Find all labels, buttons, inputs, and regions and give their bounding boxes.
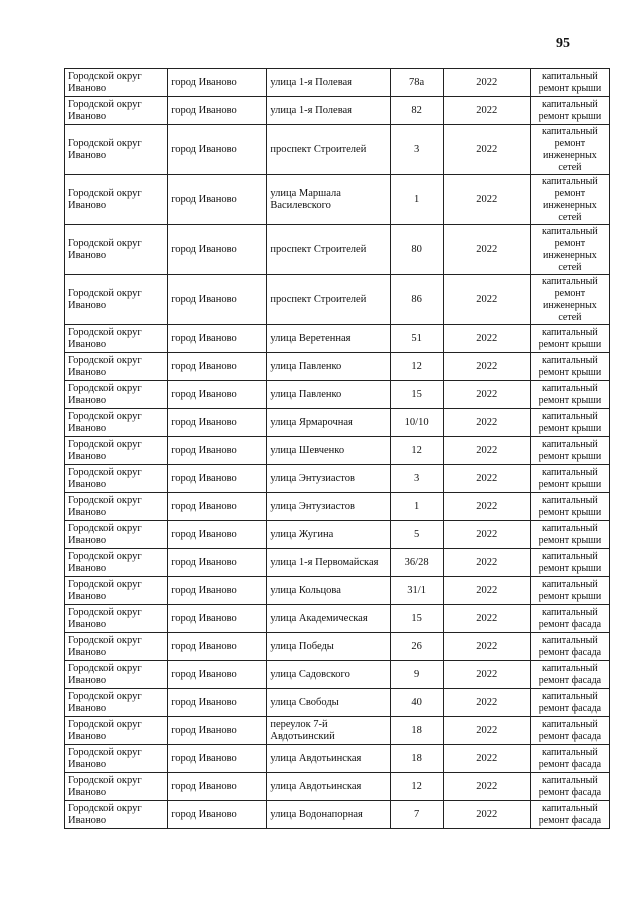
repair-schedule-table: [64, 68, 610, 829]
cell-street: улица Кольцова: [267, 577, 390, 605]
cell-city: город Иваново: [168, 745, 267, 773]
cell-okrug: Городской округ Иваново: [65, 175, 168, 225]
cell-year: 2022: [443, 493, 530, 521]
cell-street: проспект Строителей: [267, 275, 390, 325]
cell-street: улица Павленко: [267, 381, 390, 409]
cell-house-number: 15: [390, 381, 443, 409]
cell-street: проспект Строителей: [267, 225, 390, 275]
cell-street: улица Свободы: [267, 689, 390, 717]
cell-house-number: 82: [390, 97, 443, 125]
cell-street: улица Маршала Василевского: [267, 175, 390, 225]
cell-city: город Иваново: [168, 409, 267, 437]
cell-work-type: капитальный ремонт крыши: [530, 437, 609, 465]
cell-okrug: Городской округ Иваново: [65, 381, 168, 409]
cell-house-number: 1: [390, 493, 443, 521]
table-row: [65, 175, 610, 225]
cell-okrug: Городской округ Иваново: [65, 125, 168, 175]
cell-street: улица Шевченко: [267, 437, 390, 465]
cell-city: город Иваново: [168, 801, 267, 829]
cell-city: город Иваново: [168, 325, 267, 353]
cell-okrug: Городской округ Иваново: [65, 437, 168, 465]
cell-street: улица Садовского: [267, 661, 390, 689]
cell-year: 2022: [443, 521, 530, 549]
cell-street: улица Ярмарочная: [267, 409, 390, 437]
table-row: [65, 381, 610, 409]
cell-street: улица Энтузиастов: [267, 493, 390, 521]
table-row: [65, 325, 610, 353]
cell-city: город Иваново: [168, 465, 267, 493]
cell-city: город Иваново: [168, 605, 267, 633]
cell-year: 2022: [443, 773, 530, 801]
cell-city: город Иваново: [168, 577, 267, 605]
cell-city: город Иваново: [168, 97, 267, 125]
cell-year: 2022: [443, 633, 530, 661]
table-row: [65, 577, 610, 605]
table-body: [65, 69, 610, 829]
cell-year: 2022: [443, 577, 530, 605]
table-row: [65, 521, 610, 549]
table-row: [65, 275, 610, 325]
cell-street: улица 1-я Полевая: [267, 69, 390, 97]
cell-work-type: капитальный ремонт инженерных сетей: [530, 225, 609, 275]
cell-year: 2022: [443, 689, 530, 717]
table-row: [65, 745, 610, 773]
cell-work-type: капитальный ремонт крыши: [530, 549, 609, 577]
cell-city: город Иваново: [168, 275, 267, 325]
table-row: [65, 69, 610, 97]
cell-house-number: 18: [390, 745, 443, 773]
cell-okrug: Городской округ Иваново: [65, 69, 168, 97]
cell-work-type: капитальный ремонт фасада: [530, 689, 609, 717]
table-row: [65, 717, 610, 745]
cell-street: улица Авдотьинская: [267, 745, 390, 773]
cell-city: город Иваново: [168, 689, 267, 717]
cell-okrug: Городской округ Иваново: [65, 325, 168, 353]
table-row: [65, 633, 610, 661]
cell-okrug: Городской округ Иваново: [65, 717, 168, 745]
cell-house-number: 51: [390, 325, 443, 353]
table-row: [65, 801, 610, 829]
cell-house-number: 12: [390, 353, 443, 381]
cell-year: 2022: [443, 745, 530, 773]
cell-street: улица Победы: [267, 633, 390, 661]
cell-year: 2022: [443, 225, 530, 275]
table-row: [65, 465, 610, 493]
table-row: [65, 605, 610, 633]
cell-okrug: Городской округ Иваново: [65, 745, 168, 773]
cell-house-number: 78а: [390, 69, 443, 97]
cell-year: 2022: [443, 605, 530, 633]
cell-street: улица Авдотьинская: [267, 773, 390, 801]
cell-okrug: Городской округ Иваново: [65, 97, 168, 125]
cell-city: город Иваново: [168, 717, 267, 745]
table-row: [65, 549, 610, 577]
table-row: [65, 493, 610, 521]
cell-work-type: капитальный ремонт крыши: [530, 69, 609, 97]
cell-house-number: 1: [390, 175, 443, 225]
table-row: [65, 353, 610, 381]
cell-house-number: 36/28: [390, 549, 443, 577]
page-number: 95: [556, 36, 570, 51]
cell-street: проспект Строителей: [267, 125, 390, 175]
cell-work-type: капитальный ремонт фасада: [530, 661, 609, 689]
cell-okrug: Городской округ Иваново: [65, 225, 168, 275]
cell-work-type: капитальный ремонт крыши: [530, 325, 609, 353]
cell-house-number: 3: [390, 125, 443, 175]
table-row: [65, 97, 610, 125]
cell-year: 2022: [443, 465, 530, 493]
cell-work-type: капитальный ремонт крыши: [530, 521, 609, 549]
cell-year: 2022: [443, 353, 530, 381]
cell-year: 2022: [443, 801, 530, 829]
cell-city: город Иваново: [168, 69, 267, 97]
cell-work-type: капитальный ремонт фасада: [530, 773, 609, 801]
cell-house-number: 12: [390, 437, 443, 465]
cell-okrug: Городской округ Иваново: [65, 577, 168, 605]
cell-house-number: 26: [390, 633, 443, 661]
cell-okrug: Городской округ Иваново: [65, 633, 168, 661]
cell-year: 2022: [443, 69, 530, 97]
cell-okrug: Городской округ Иваново: [65, 605, 168, 633]
table-row: [65, 409, 610, 437]
cell-work-type: капитальный ремонт фасада: [530, 801, 609, 829]
cell-street: улица Водонапорная: [267, 801, 390, 829]
cell-work-type: капитальный ремонт крыши: [530, 97, 609, 125]
cell-house-number: 86: [390, 275, 443, 325]
cell-work-type: капитальный ремонт крыши: [530, 409, 609, 437]
cell-street: улица Академическая: [267, 605, 390, 633]
cell-city: город Иваново: [168, 549, 267, 577]
table-row: [65, 689, 610, 717]
cell-house-number: 18: [390, 717, 443, 745]
cell-street: улица Жугина: [267, 521, 390, 549]
cell-work-type: капитальный ремонт фасада: [530, 605, 609, 633]
cell-okrug: Городской округ Иваново: [65, 773, 168, 801]
cell-city: город Иваново: [168, 175, 267, 225]
cell-okrug: Городской округ Иваново: [65, 465, 168, 493]
cell-year: 2022: [443, 717, 530, 745]
cell-work-type: капитальный ремонт фасада: [530, 633, 609, 661]
cell-year: 2022: [443, 125, 530, 175]
cell-house-number: 80: [390, 225, 443, 275]
table-row: [65, 225, 610, 275]
cell-street: улица Веретенная: [267, 325, 390, 353]
cell-work-type: капитальный ремонт инженерных сетей: [530, 275, 609, 325]
cell-work-type: капитальный ремонт фасада: [530, 745, 609, 773]
cell-house-number: 31/1: [390, 577, 443, 605]
cell-okrug: Городской округ Иваново: [65, 661, 168, 689]
cell-work-type: капитальный ремонт крыши: [530, 353, 609, 381]
cell-house-number: 5: [390, 521, 443, 549]
cell-street: улица 1-я Полевая: [267, 97, 390, 125]
cell-okrug: Городской округ Иваново: [65, 275, 168, 325]
cell-year: 2022: [443, 175, 530, 225]
cell-city: город Иваново: [168, 493, 267, 521]
cell-street: улица 1-я Первомайская: [267, 549, 390, 577]
cell-okrug: Городской округ Иваново: [65, 801, 168, 829]
cell-house-number: 15: [390, 605, 443, 633]
cell-work-type: капитальный ремонт крыши: [530, 381, 609, 409]
cell-street: улица Энтузиастов: [267, 465, 390, 493]
cell-street: улица Павленко: [267, 353, 390, 381]
cell-house-number: 3: [390, 465, 443, 493]
cell-work-type: капитальный ремонт инженерных сетей: [530, 125, 609, 175]
cell-okrug: Городской округ Иваново: [65, 689, 168, 717]
cell-year: 2022: [443, 97, 530, 125]
cell-year: 2022: [443, 661, 530, 689]
cell-house-number: 9: [390, 661, 443, 689]
cell-city: город Иваново: [168, 125, 267, 175]
cell-house-number: 10/10: [390, 409, 443, 437]
cell-work-type: капитальный ремонт крыши: [530, 465, 609, 493]
cell-okrug: Городской округ Иваново: [65, 409, 168, 437]
cell-year: 2022: [443, 549, 530, 577]
cell-house-number: 40: [390, 689, 443, 717]
cell-city: город Иваново: [168, 521, 267, 549]
cell-year: 2022: [443, 409, 530, 437]
cell-house-number: 7: [390, 801, 443, 829]
table-row: [65, 437, 610, 465]
table-row: [65, 125, 610, 175]
cell-work-type: капитальный ремонт инженерных сетей: [530, 175, 609, 225]
cell-house-number: 12: [390, 773, 443, 801]
cell-okrug: Городской округ Иваново: [65, 353, 168, 381]
cell-work-type: капитальный ремонт крыши: [530, 577, 609, 605]
cell-year: 2022: [443, 325, 530, 353]
cell-city: город Иваново: [168, 437, 267, 465]
cell-street: переулок 7-й Авдотьинский: [267, 717, 390, 745]
cell-city: город Иваново: [168, 633, 267, 661]
cell-year: 2022: [443, 437, 530, 465]
cell-okrug: Городской округ Иваново: [65, 493, 168, 521]
cell-work-type: капитальный ремонт крыши: [530, 493, 609, 521]
cell-city: город Иваново: [168, 225, 267, 275]
table-row: [65, 661, 610, 689]
cell-city: город Иваново: [168, 661, 267, 689]
cell-work-type: капитальный ремонт фасада: [530, 717, 609, 745]
cell-city: город Иваново: [168, 353, 267, 381]
cell-year: 2022: [443, 275, 530, 325]
cell-year: 2022: [443, 381, 530, 409]
cell-city: город Иваново: [168, 381, 267, 409]
table-row: [65, 773, 610, 801]
cell-okrug: Городской округ Иваново: [65, 549, 168, 577]
cell-city: город Иваново: [168, 773, 267, 801]
cell-okrug: Городской округ Иваново: [65, 521, 168, 549]
